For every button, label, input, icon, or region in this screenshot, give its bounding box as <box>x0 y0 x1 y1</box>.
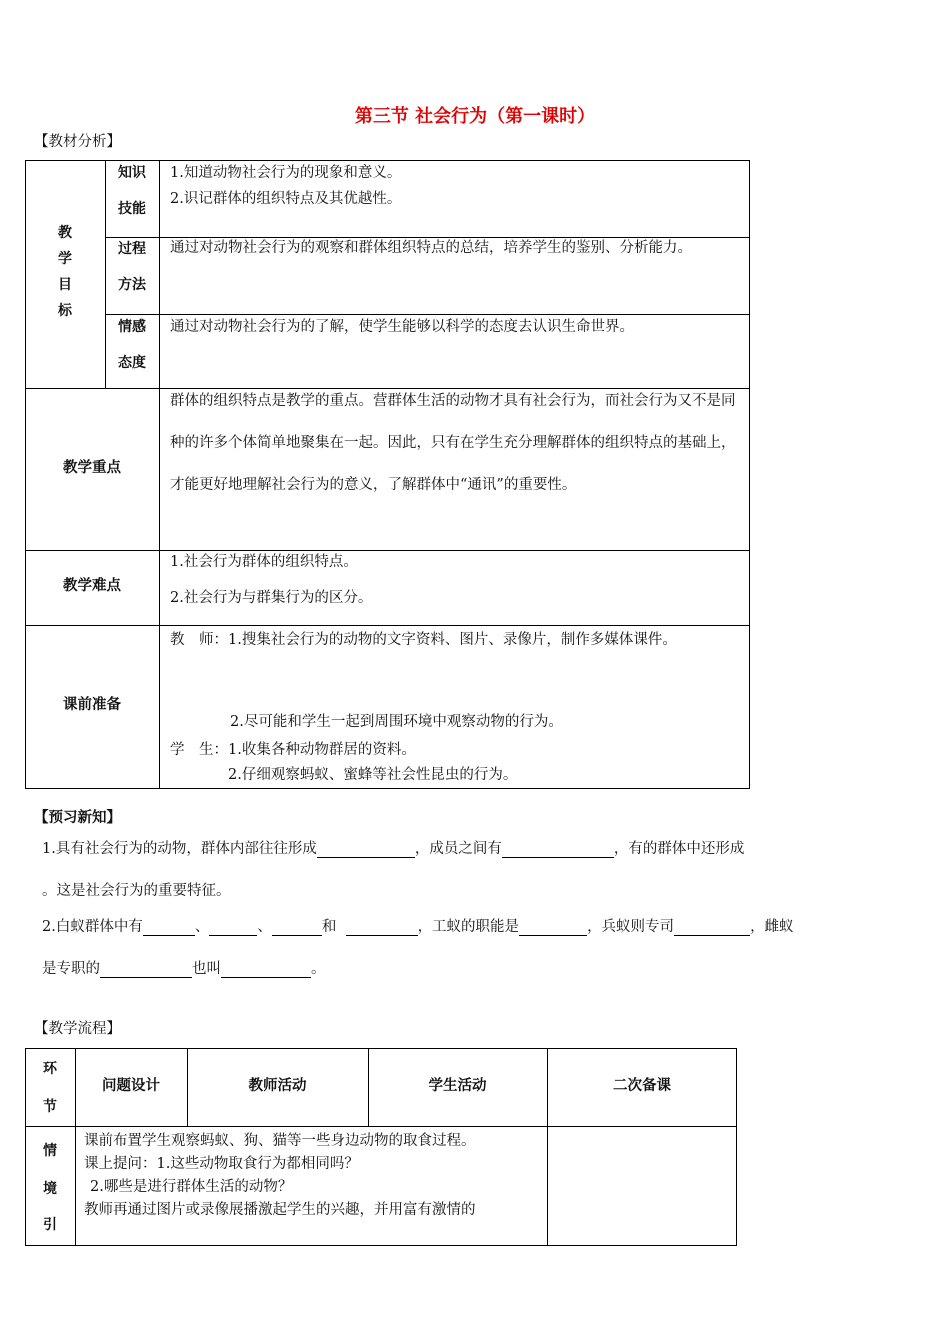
preparation-teacher-2: 2.尽可能和学生一起到周围环境中观察动物的行为。 <box>230 714 563 730</box>
emotion-text: 通过对动物社会行为的了解，使学生能够以科学的态度去认识生命世界。 <box>170 319 634 335</box>
flow-header-teacher: 教师活动 <box>248 1078 307 1094</box>
knowledge-label-1: 知识 <box>118 165 146 181</box>
section-preview-heading: 【预习新知】 <box>34 810 121 826</box>
knowledge-label-2: 技能 <box>118 201 146 217</box>
blank-field[interactable] <box>272 919 322 936</box>
preparation-teacher-1: 教 师：1.搜集社会行为的动物的文字资料、图片、录像片，制作多媒体课件。 <box>170 632 677 648</box>
flow-header-question: 问题设计 <box>102 1078 160 1094</box>
emotion-label-1: 情感 <box>118 319 146 335</box>
difficulties-text: 1.社会行为群体的组织特点。 2.社会行为与群集行为的区分。 <box>170 554 373 606</box>
blank-field[interactable] <box>209 919 257 936</box>
process-text: 通过对动物社会行为的观察和群体组织特点的总结，培养学生的鉴别、分析能力。 <box>170 240 692 256</box>
blank-field[interactable] <box>221 961 311 978</box>
section-flow-heading: 【教学流程】 <box>34 1021 121 1037</box>
blank-field[interactable] <box>346 919 418 936</box>
blank-field[interactable] <box>317 841 415 858</box>
page-title: 第三节 社会行为（第一课时） <box>354 106 596 127</box>
preview-question-1-cont: 。这是社会行为的重要特征。 <box>42 883 231 899</box>
preparation-label: 课前准备 <box>63 697 121 713</box>
section-analysis-heading: 【教材分析】 <box>34 134 121 150</box>
blank-field[interactable] <box>519 919 587 936</box>
preview-question-2: 2.白蚁群体中有 、 、 和 ，工蚁的职能是 ，兵蚁则专司 ，雌蚁 <box>42 919 794 935</box>
blank-field[interactable] <box>100 961 192 978</box>
knowledge-text: 1.知道动物社会行为的现象和意义。 2.识记群体的组织特点及其优越性。 <box>170 165 402 207</box>
process-label-1: 过程 <box>118 241 146 257</box>
analysis-table: 教 学 目 标 知识 技能 1.知道动物社会行为的现象和意义。 2.识记群体的组织特点及其优越性。 过程 方法 通过对动物社会行为的观察和群体组织特点的总结，培养学生的鉴别、分析能力。 情感 态度 通过对动物社会行为的了解，使学生能够以科学的态度去认识生命世界。 教学重点 群体的组织特点是教学的重点。营群体生活的动物才具有社会行为，而社会行为又不是同种的许多个体简单地聚集在一起。因此，只有在学生充分理解群体的组织特点的基础上，才能更好地理解社会行为的意义，了解群体中“通讯”的重要性。 教学难点 1.社会行为群体的组织特点。 2.社会行为与群集行为的区分。 课前准备 教 师：1.搜集社会行为的动物的文字资料、图片、录像片，制作多媒体课件。 2.尽可能和学生一起到周围环境中观察动物的行为。 学 生：1.收集各种动物群居的资料。 2.仔细观察蚂蚁、蜜蜂等社会性昆虫的行为。 <box>25 160 750 789</box>
flow-content: 课前布置学生观察蚂蚁、狗、猫等一些身边动物的取食过程。 课上提问：1.这些动物取食行为都相同吗？ 2.哪些是进行群体生活的动物？ 教师再通过图片或录像展播激起学生的兴趣，并用富有激情的 <box>84 1133 476 1218</box>
flow-table: 环 节 问题设计 教师活动 学生活动 二次备课 情 境 引 课前布置学生观察蚂蚁、狗、猫等一些身边动物的取食过程。 课上提问：1.这些动物取食行为都相同吗？ 2.哪些是进行群体生活的动物？ 教师再通过图片或录像展播激起学生的兴趣，并用富有激情的 <box>25 1048 737 1246</box>
difficulties-label: 教学难点 <box>63 578 121 594</box>
blank-field[interactable] <box>143 919 195 936</box>
flow-header-review: 二次备课 <box>613 1078 671 1094</box>
preview-question-2-cont: 是专职的 也叫 。 <box>42 961 326 977</box>
key-points-text: 群体的组织特点是教学的重点。营群体生活的动物才具有社会行为，而社会行为又不是同种的许多个体简单地聚集在一起。因此，只有在学生充分理解群体的组织特点的基础上，才能更好地理解社会行为的意义，了解群体中“通讯”的重要性。 <box>170 393 736 493</box>
preview-question-1: 1.具有社会行为的动物，群体内部往往形成 ，成员之间有 ，有的群体中还形成 <box>42 841 745 857</box>
emotion-label-2: 态度 <box>118 355 146 371</box>
preparation-student-1: 学 生：1.收集各种动物群居的资料。 <box>170 742 416 758</box>
preparation-student-2: 2.仔细观察蚂蚁、蜜蜂等社会性昆虫的行为。 <box>228 767 518 783</box>
blank-field[interactable] <box>674 919 750 936</box>
process-label-2: 方法 <box>118 277 146 293</box>
flow-header-student: 学生活动 <box>428 1078 487 1094</box>
key-points-label: 教学重点 <box>63 460 121 476</box>
blank-field[interactable] <box>502 841 614 858</box>
